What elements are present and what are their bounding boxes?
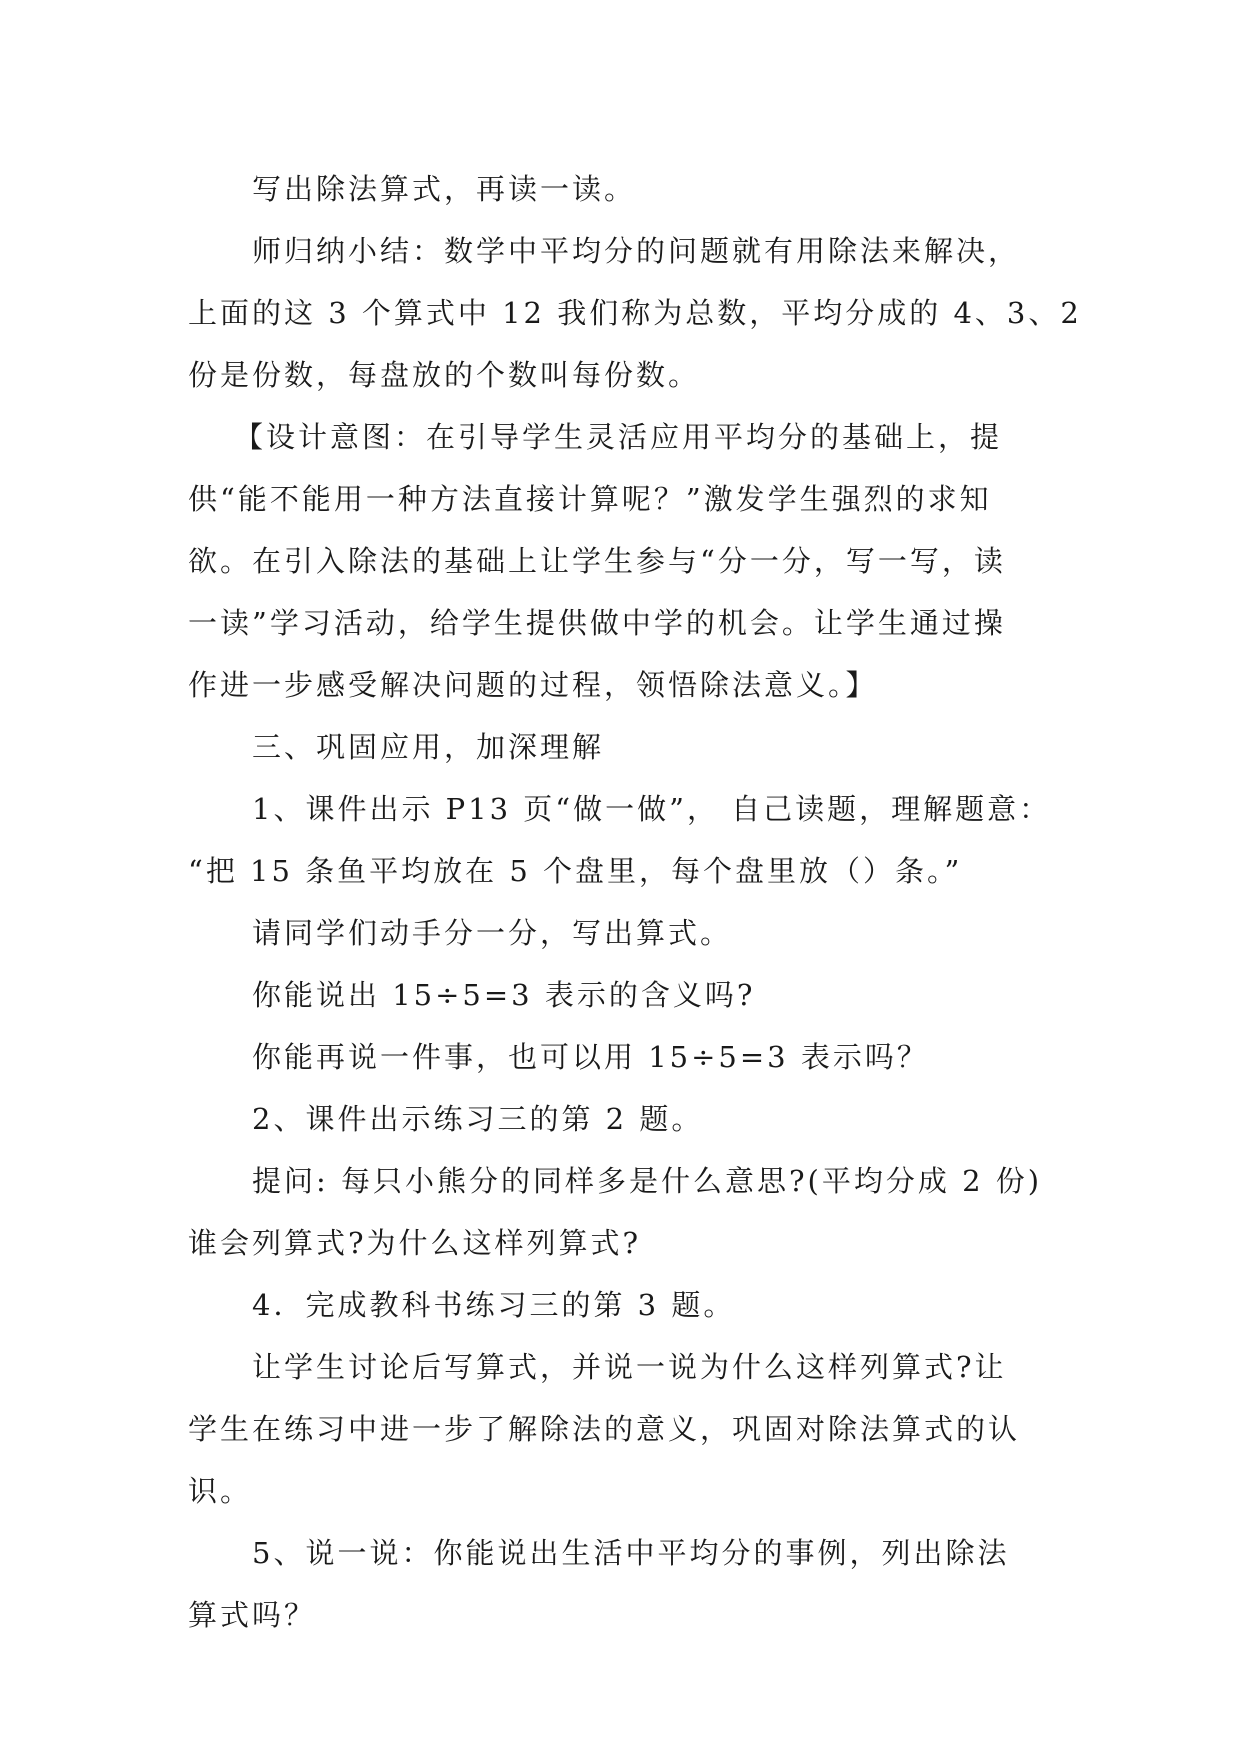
paragraph-line: 一读”学习活动，给学生提供做中学的机会。让学生通过操	[188, 606, 1006, 640]
paragraph-line: 学生在练习中进一步了解除法的意义，巩固对除法算式的认	[188, 1412, 1021, 1446]
paragraph-line: 识。	[188, 1474, 253, 1508]
paragraph-line: 提问: 每只小熊分的同样多是什么意思?(平均分成 2 份)	[252, 1164, 1043, 1198]
paragraph-line: “把 15 条鱼平均放在 5 个盘里，每个盘里放（）条。”	[188, 854, 963, 888]
paragraph-line: 你能再说一件事，也可以用 15÷5=3 表示吗？	[252, 1040, 929, 1074]
document-body	[188, 158, 1082, 1646]
paragraph-line: 上面的这 3 个算式中 12 我们称为总数，平均分成的 4、3、2	[188, 296, 1082, 330]
paragraph-line: 供“能不能用一种方法直接计算呢？”激发学生强烈的求知	[188, 482, 992, 516]
paragraph-line: 你能说出 15÷5=3 表示的含义吗?	[252, 978, 756, 1012]
paragraph-line: 让学生讨论后写算式，并说一说为什么这样列算式?让	[252, 1350, 1007, 1384]
paragraph-line: 师归纳小结：数学中平均分的问题就有用除法来解决，	[252, 234, 1021, 268]
section-heading: 三、巩固应用，加深理解	[252, 730, 605, 764]
paragraph-line: 写出除法算式，再读一读。	[252, 172, 637, 206]
paragraph-line: 【设计意图：在引导学生灵活应用平均分的基础上，提	[234, 420, 1003, 454]
paragraph-line: 算式吗？	[188, 1598, 317, 1632]
paragraph-line: 5、说一说：你能说出生活中平均分的事例，列出除法	[252, 1536, 1010, 1570]
paragraph-line: 欲。在引入除法的基础上让学生参与“分一分，写一写，读	[188, 544, 1006, 578]
paragraph-line: 2、课件出示练习三的第 2 题。	[252, 1102, 704, 1136]
paragraph-line: 1、课件出示 P13 页“做一做”， 自己读题，理解题意：	[252, 792, 1052, 826]
paragraph-line: 作进一步感受解决问题的过程，领悟除法意义。】	[188, 668, 878, 702]
paragraph-line: 份是份数，每盘放的个数叫每份数。	[188, 358, 701, 392]
paragraph-line: 谁会列算式?为什么这样列算式?	[188, 1226, 642, 1260]
paragraph-line: 4．完成教科书练习三的第 3 题。	[252, 1288, 736, 1322]
paragraph-line: 请同学们动手分一分，写出算式。	[252, 916, 733, 950]
